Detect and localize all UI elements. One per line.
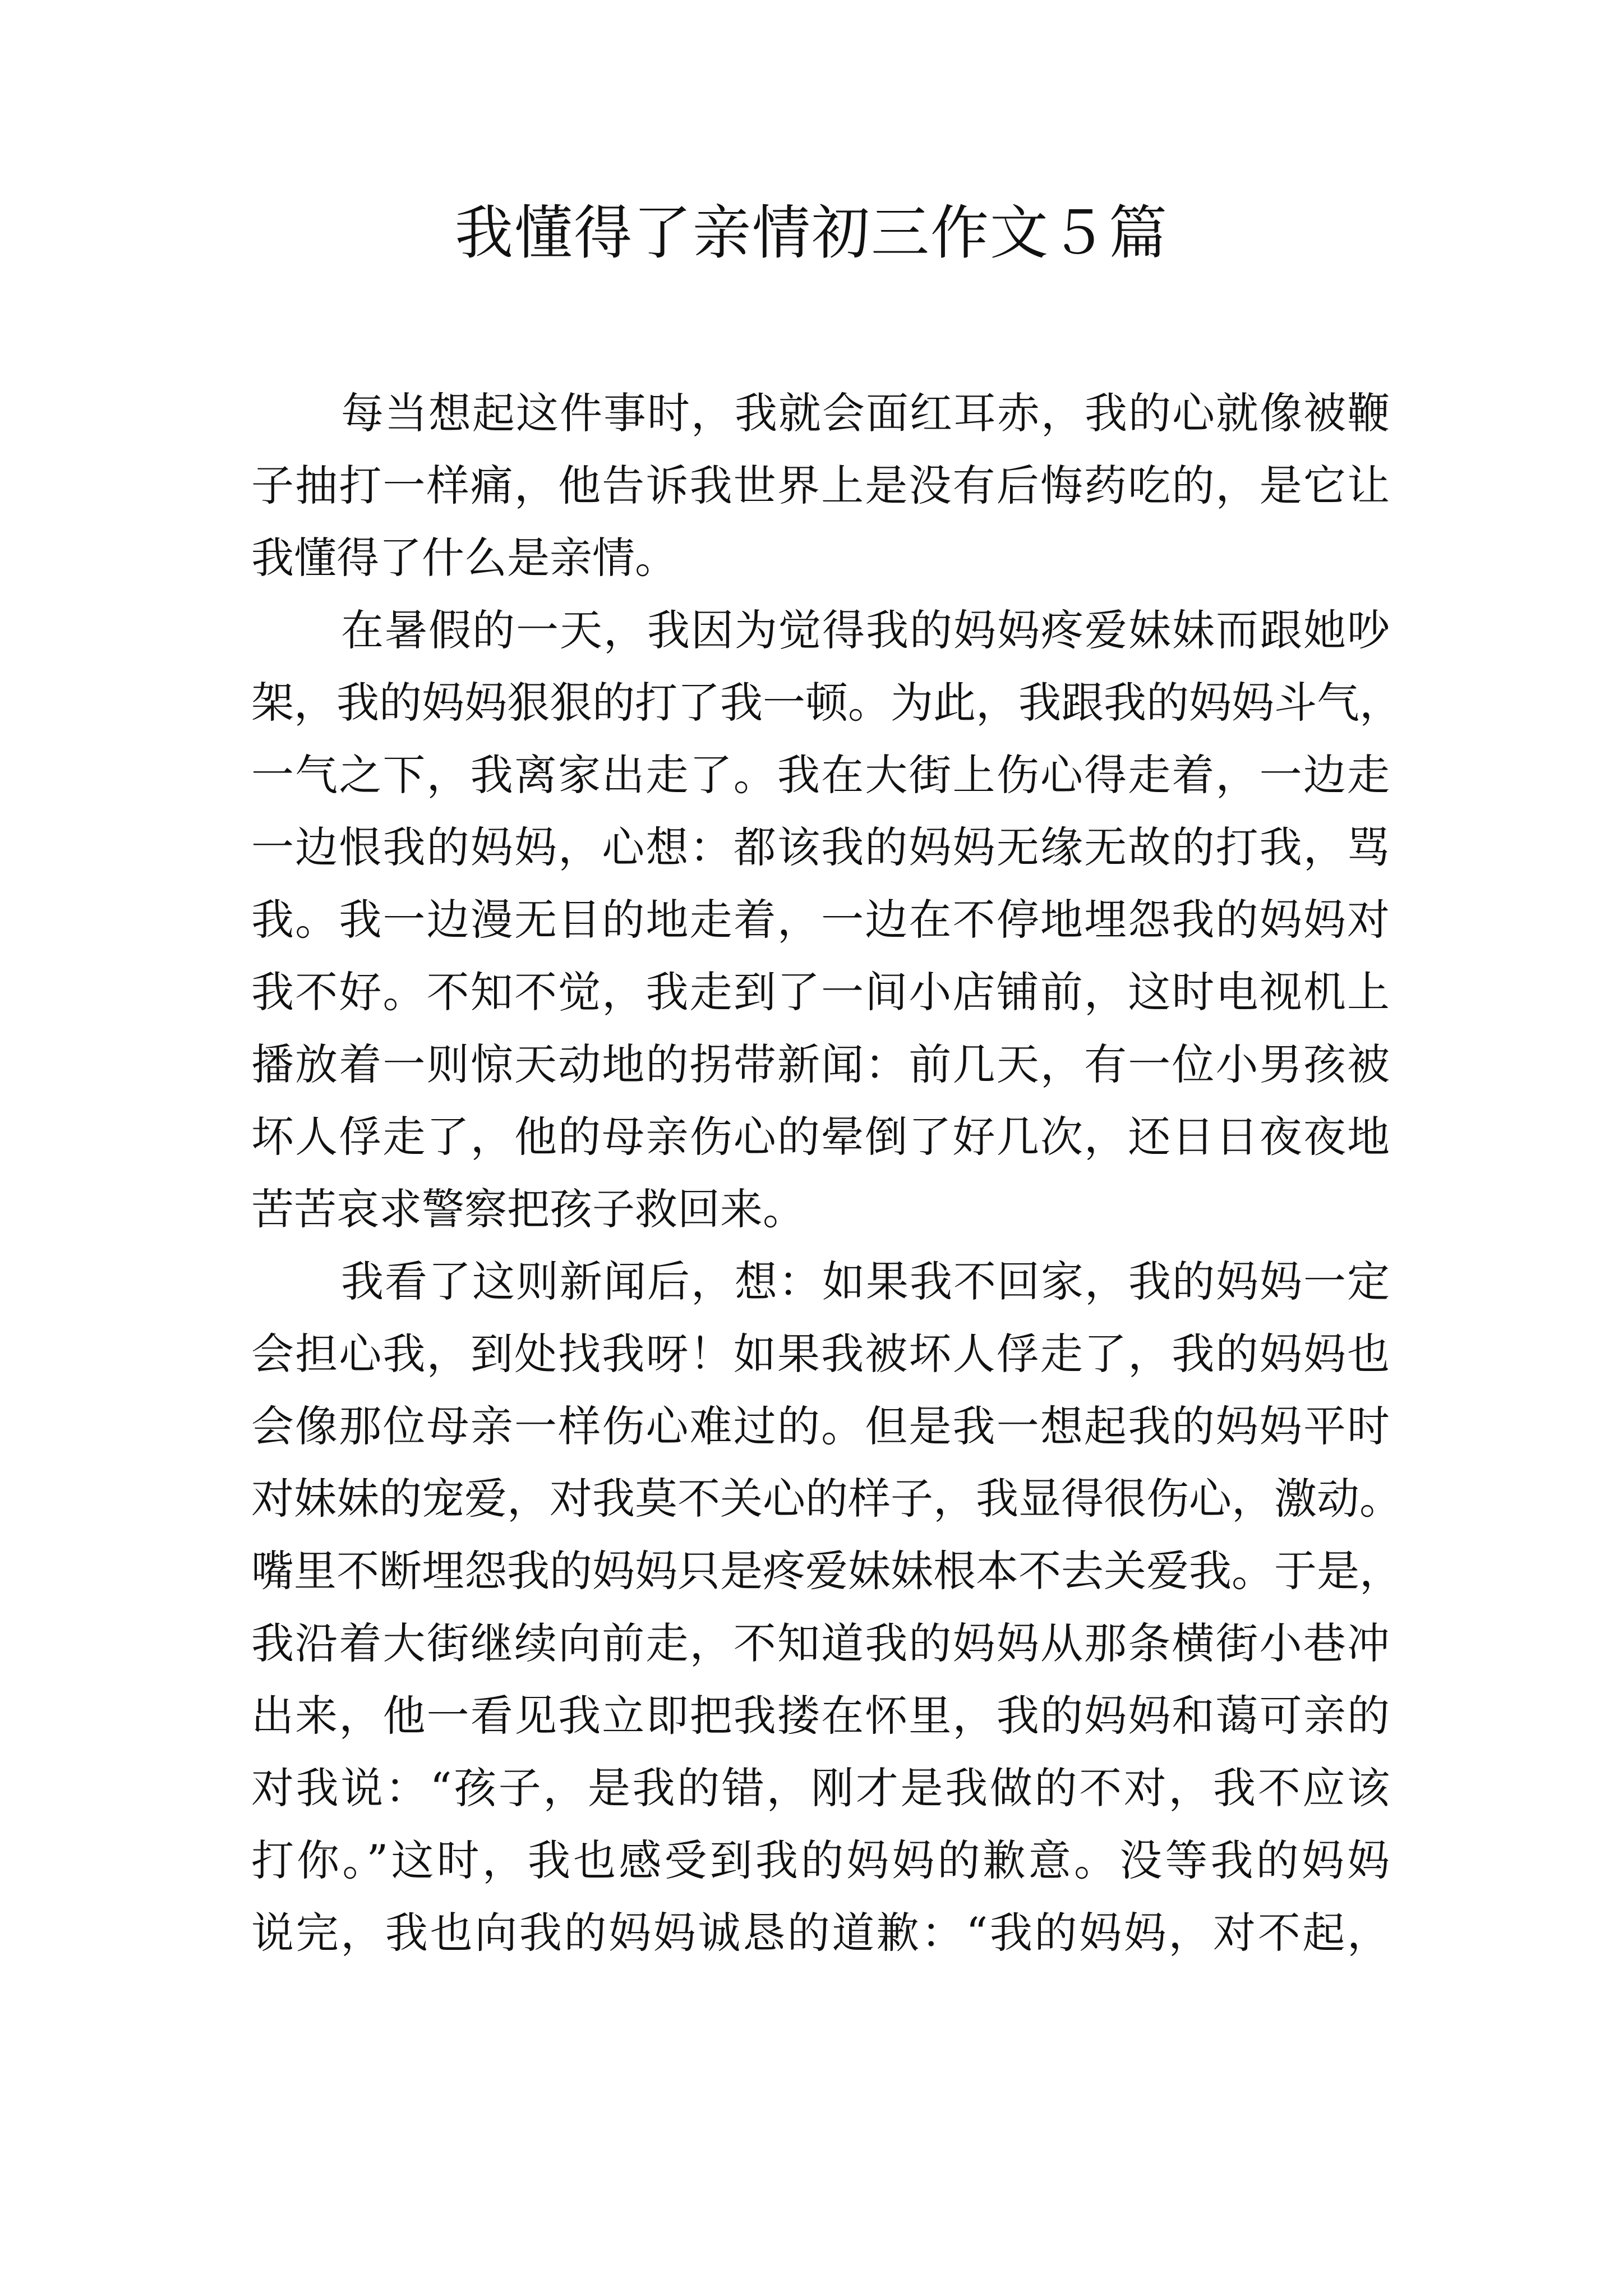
text-line: 坏人俘走了，他的母亲伤心的晕倒了好几次，还日日夜夜地 [251,1112,1390,1162]
text-line: 我懂得了什么是亲情。 [251,533,677,583]
text-line: 在暑假的一天，我因为觉得我的妈妈疼爱妹妹而跟她吵 [341,605,1390,655]
document-title: 我懂得了亲情初三作文５篇 [454,199,1168,267]
text-line: 对妹妹的宠爱，对我莫不关心的样子，我显得很伤心，激动。 [251,1474,1402,1524]
text-line: 每当想起这件事时，我就会面红耳赤，我的心就像被鞭 [341,388,1390,438]
text-line: 播放着一则惊天动地的拐带新闻：前几天，有一位小男孩被 [251,1039,1390,1089]
text-line: 嘴里不断埋怨我的妈妈只是疼爱妹妹根本不去关爱我。于是， [251,1546,1402,1596]
text-line: 我沿着大街继续向前走，不知道我的妈妈从那条横街小巷冲 [251,1618,1390,1668]
paragraph [251,594,1402,1245]
paragraph [251,1245,1402,1969]
text-line: 我。我一边漫无目的地走着，一边在不停地埋怨我的妈妈对 [251,895,1390,945]
text-line: 会担心我，到处找我呀！如果我被坏人俘走了，我的妈妈也 [251,1329,1390,1379]
text-line: 我不好。不知不觉，我走到了一间小店铺前，这时电视机上 [251,967,1390,1017]
text-line: 对我说：“孩子，是我的错，刚才是我做的不对，我不应该 [251,1763,1390,1813]
paragraph [251,377,1390,594]
text-line: 出来，他一看见我立即把我搂在怀里，我的妈妈和蔼可亲的 [251,1691,1390,1741]
text-line: 会像那位母亲一样伤心难过的。但是我一想起我的妈妈平时 [251,1401,1390,1451]
text-line: 说完，我也向我的妈妈诚恳的道歉：“我的妈妈，对不起， [251,1908,1390,1958]
text-line: 子抽打一样痛，他告诉我世界上是没有后悔药吃的，是它让 [251,461,1390,510]
text-line: 一气之下，我离家出走了。我在大街上伤心得走着，一边走 [251,750,1390,800]
text-line: 苦苦哀求警察把孩子救回来。 [251,1184,805,1234]
text-line: 架，我的妈妈狠狠的打了我一顿。为此，我跟我的妈妈斗气， [251,678,1402,728]
document-body [251,377,1402,1969]
text-line: 我看了这则新闻后，想：如果我不回家，我的妈妈一定 [341,1257,1390,1306]
text-line: 打你。”这时，我也感受到我的妈妈的歉意。没等我的妈妈 [251,1835,1390,1885]
text-line: 一边恨我的妈妈，心想：都该我的妈妈无缘无故的打我，骂 [251,822,1390,872]
